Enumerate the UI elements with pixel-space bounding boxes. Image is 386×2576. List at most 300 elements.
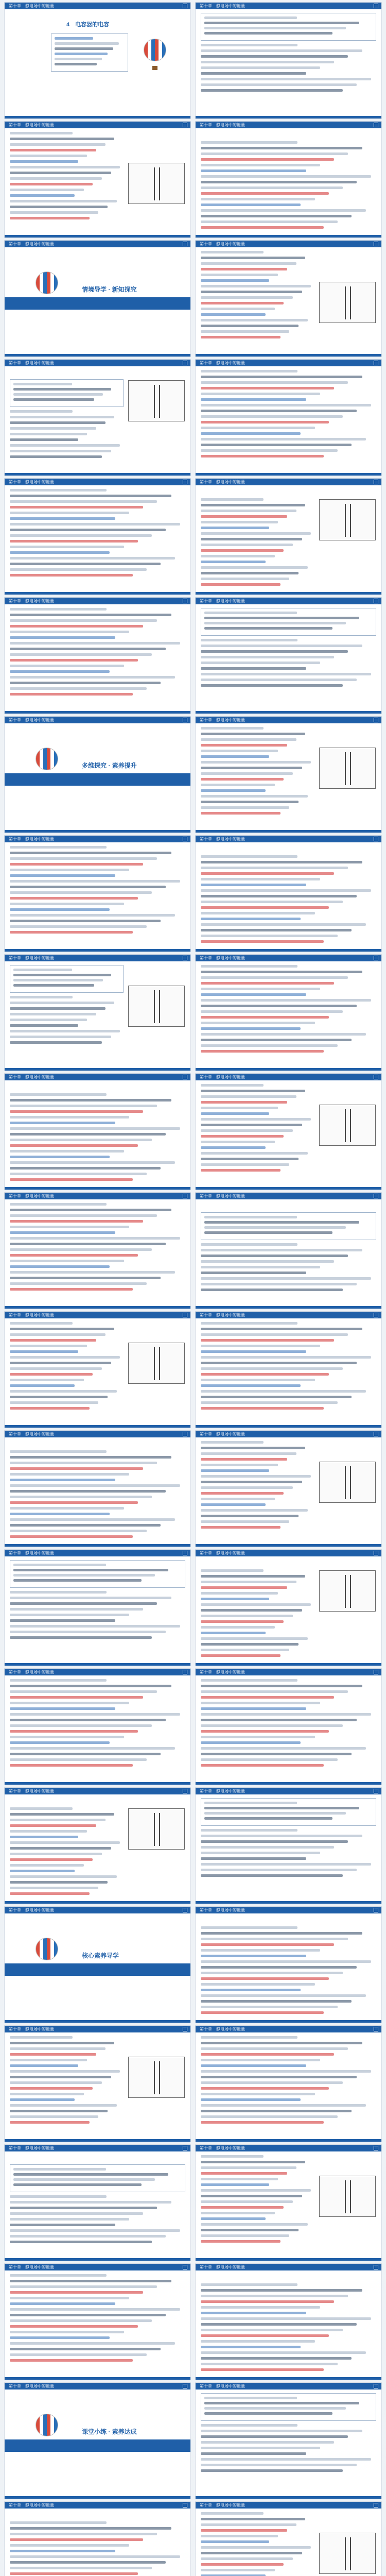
slide-thumbnail[interactable] — [4, 478, 191, 595]
text-line — [201, 1863, 371, 1866]
home-icon[interactable] — [374, 2146, 378, 2150]
slide-body — [10, 2512, 185, 2576]
slide-thumbnail[interactable] — [4, 359, 191, 476]
text-line — [201, 2529, 287, 2532]
text-line — [55, 58, 102, 60]
home-icon[interactable] — [374, 1432, 378, 1436]
slide-thumbnail[interactable] — [195, 716, 382, 833]
slide-thumbnail[interactable] — [195, 2, 382, 119]
slide-body — [10, 965, 124, 1065]
home-icon[interactable] — [183, 2146, 187, 2150]
text-line — [201, 2161, 305, 2163]
text-line — [201, 410, 357, 412]
text-line — [201, 1498, 275, 1500]
capacitor-plate — [350, 2537, 351, 2570]
slide-thumbnail[interactable] — [195, 478, 382, 595]
text-line — [13, 969, 72, 971]
text-line — [201, 1469, 269, 1472]
slide-thumbnail[interactable] — [195, 2382, 382, 2499]
text-line — [10, 1507, 124, 1510]
text-line — [201, 393, 320, 395]
circuit-diagram — [128, 2057, 185, 2098]
home-icon[interactable] — [183, 599, 187, 603]
slide-body — [10, 1322, 124, 1422]
slide-thumbnail[interactable] — [195, 1430, 382, 1547]
chapter-label: 第十章 静电场中的能量 — [9, 2146, 54, 2150]
text-line — [201, 976, 348, 979]
text-line — [10, 2544, 129, 2547]
text-line — [10, 1892, 90, 1895]
circuit-diagram — [128, 380, 185, 421]
text-line — [201, 1458, 287, 1461]
slide-thumbnail[interactable] — [4, 2263, 191, 2380]
text-line — [201, 1955, 306, 1957]
slide-body — [201, 727, 314, 827]
slide-thumbnail[interactable] — [195, 954, 382, 1071]
text-line — [10, 1209, 171, 1211]
home-icon[interactable] — [374, 1313, 378, 1317]
hot-air-balloon-icon — [144, 39, 166, 61]
text-line — [10, 1350, 78, 1353]
text-line — [201, 2212, 275, 2214]
home-icon[interactable] — [183, 242, 187, 246]
text-line — [10, 852, 171, 854]
home-icon[interactable] — [374, 361, 378, 365]
slide-footer — [5, 1425, 190, 1428]
text-line — [10, 1093, 107, 1096]
home-icon[interactable] — [183, 2265, 187, 2269]
home-icon[interactable] — [374, 1075, 378, 1079]
text-line — [10, 1870, 75, 1872]
slide-thumbnail[interactable] — [195, 1668, 382, 1785]
text-line — [10, 676, 175, 679]
text-line — [10, 1110, 143, 1113]
text-line — [201, 1095, 296, 1098]
text-line — [201, 257, 305, 259]
slide-thumbnail[interactable] — [195, 359, 382, 476]
text-line — [10, 172, 111, 174]
text-line — [10, 1696, 143, 1699]
text-line — [201, 427, 315, 429]
text-line — [13, 979, 103, 981]
slide-header — [5, 1669, 190, 1675]
home-icon[interactable] — [183, 837, 187, 841]
text-line — [201, 404, 371, 406]
slide-body — [10, 846, 185, 946]
slide-header — [5, 241, 190, 247]
text-line — [201, 268, 287, 270]
text-line — [201, 296, 293, 299]
slide-thumbnail[interactable] — [4, 2501, 191, 2576]
text-line — [201, 1272, 306, 1274]
slide-header — [196, 2383, 381, 2389]
text-line — [10, 1679, 107, 1682]
text-line — [10, 1231, 115, 1234]
slide-thumbnail[interactable] — [4, 1787, 191, 1904]
text-line — [201, 1707, 306, 1710]
home-icon[interactable] — [374, 2027, 378, 2031]
chapter-label: 第十章 静电场中的能量 — [9, 2265, 54, 2269]
slide-thumbnail[interactable] — [4, 240, 191, 357]
text-line — [201, 192, 329, 195]
chapter-label: 第十章 静电场中的能量 — [9, 956, 54, 960]
text-line — [10, 2070, 120, 2073]
text-line — [201, 784, 275, 786]
text-line — [10, 177, 102, 180]
text-line — [10, 1764, 133, 1767]
text-line — [201, 2110, 352, 2112]
slide-header — [5, 598, 190, 604]
text-line — [10, 1345, 87, 1347]
text-line — [204, 27, 346, 29]
capacitor-plate — [154, 167, 155, 200]
text-line — [13, 1574, 155, 1577]
text-line — [201, 906, 329, 909]
text-line — [201, 2011, 324, 2014]
home-icon[interactable] — [183, 1551, 187, 1555]
text-line — [201, 878, 320, 880]
text-line — [10, 211, 98, 214]
text-line — [55, 37, 93, 40]
slide-thumbnail[interactable] — [195, 240, 382, 357]
slide-footer — [5, 1306, 190, 1309]
text-line — [10, 2297, 129, 2299]
home-icon[interactable] — [374, 718, 378, 722]
text-line — [201, 2093, 315, 2095]
text-line — [10, 1133, 166, 1136]
text-line — [10, 500, 157, 503]
slide-footer — [5, 711, 190, 714]
home-icon[interactable] — [374, 956, 378, 960]
slide-thumbnail[interactable] — [4, 835, 191, 952]
slide-thumbnail[interactable] — [4, 1549, 191, 1666]
home-icon[interactable] — [374, 1670, 378, 1674]
chapter-label: 第十章 静电场中的能量 — [200, 1432, 245, 1436]
text-line — [201, 2098, 301, 2101]
text-line — [201, 2155, 264, 2158]
slide-header — [196, 1074, 381, 1080]
text-line — [10, 869, 129, 871]
text-line — [201, 61, 334, 63]
text-line — [10, 2207, 157, 2209]
text-line — [10, 2274, 107, 2277]
text-line — [10, 1127, 180, 1130]
slide-thumbnail[interactable] — [195, 1787, 382, 1904]
slide-thumbnail[interactable] — [195, 121, 382, 238]
home-icon[interactable] — [374, 2503, 378, 2507]
home-icon[interactable] — [183, 2027, 187, 2031]
home-icon[interactable] — [374, 1789, 378, 1793]
text-line — [201, 1163, 289, 1166]
slide-thumbnail[interactable] — [4, 597, 191, 714]
text-line — [201, 1401, 338, 1404]
text-line — [201, 566, 308, 569]
home-icon[interactable] — [183, 718, 187, 722]
text-line — [201, 1764, 324, 1767]
text-line — [10, 687, 147, 690]
capacitor-plate — [345, 2180, 346, 2213]
text-line — [10, 1887, 98, 1889]
slide-thumbnail[interactable] — [195, 1549, 382, 1666]
slide-header — [196, 2264, 381, 2270]
text-line — [201, 2469, 343, 2472]
slide-footer — [5, 2496, 190, 2499]
text-line — [10, 427, 96, 430]
home-icon[interactable] — [374, 242, 378, 246]
text-line — [201, 1685, 362, 1687]
text-line — [201, 2334, 329, 2337]
text-line — [201, 302, 284, 304]
home-icon[interactable] — [374, 2265, 378, 2269]
slide-thumbnail[interactable] — [4, 1311, 191, 1428]
text-line — [201, 1367, 343, 1370]
home-icon[interactable] — [374, 123, 378, 127]
text-line — [201, 66, 320, 69]
capacitor-plate — [345, 1466, 346, 1499]
home-icon[interactable] — [374, 837, 378, 841]
text-line — [13, 393, 103, 396]
text-line — [10, 149, 96, 151]
text-line — [10, 1150, 124, 1153]
text-line — [10, 2291, 143, 2294]
text-line — [201, 2464, 357, 2466]
text-line — [10, 2218, 129, 2221]
text-line — [201, 2546, 311, 2549]
text-line — [10, 1379, 84, 1381]
slide-body — [10, 2155, 185, 2256]
slide-thumbnail[interactable] — [195, 1906, 382, 2023]
slide-thumbnail[interactable] — [195, 835, 382, 952]
text-line — [201, 544, 293, 546]
text-line — [10, 138, 114, 140]
slide-footer — [5, 2258, 190, 2261]
home-icon[interactable] — [183, 2384, 187, 2388]
text-line — [10, 1144, 138, 1147]
section-banner — [5, 2439, 190, 2452]
text-line — [204, 16, 297, 19]
text-line — [13, 2183, 142, 2186]
text-line — [201, 2206, 284, 2209]
text-line — [10, 619, 157, 622]
text-line — [201, 772, 293, 775]
text-line — [10, 1396, 108, 1398]
text-line — [10, 1030, 120, 1032]
home-icon[interactable] — [183, 480, 187, 484]
slide-thumbnail[interactable] — [4, 121, 191, 238]
text-line — [10, 421, 106, 424]
slide-footer — [5, 1187, 190, 1190]
slide-body — [201, 2155, 314, 2256]
text-line — [204, 2407, 346, 2410]
text-line — [201, 2312, 306, 2314]
text-line — [201, 1107, 278, 1109]
text-line — [10, 1807, 73, 1810]
text-line — [201, 667, 306, 670]
text-line — [10, 925, 147, 928]
text-line — [201, 387, 334, 389]
capacitor-plate — [350, 1575, 351, 1608]
text-line — [10, 1203, 107, 1206]
chapter-label: 第十章 静电场中的能量 — [9, 1313, 54, 1317]
text-line — [201, 2172, 287, 2175]
text-line — [201, 2512, 264, 2515]
text-line — [201, 2183, 269, 2186]
slide-body — [10, 370, 124, 470]
text-line — [201, 2317, 371, 2320]
slide-thumbnail[interactable] — [4, 1906, 191, 2023]
capacitor-plate — [345, 2537, 346, 2570]
slide-body — [201, 1679, 376, 1780]
example-box — [10, 2164, 185, 2192]
text-line — [201, 510, 296, 512]
slide-thumbnail[interactable] — [4, 2025, 191, 2142]
text-line — [13, 984, 94, 987]
home-icon[interactable] — [183, 956, 187, 960]
slide-thumbnail[interactable] — [4, 1668, 191, 1785]
text-line — [10, 1858, 93, 1861]
text-line — [201, 209, 366, 212]
text-line — [201, 1101, 287, 1104]
text-line — [201, 1486, 293, 1489]
text-line — [10, 189, 84, 191]
slide-thumbnail[interactable] — [195, 597, 382, 714]
text-line — [201, 1846, 334, 1849]
text-line — [10, 512, 129, 514]
text-line — [10, 1384, 75, 1387]
text-line — [10, 1041, 102, 1044]
slide-thumbnail[interactable] — [195, 2025, 382, 2142]
slide-thumbnail[interactable] — [195, 2263, 382, 2380]
circuit-diagram — [319, 2533, 376, 2574]
text-line — [10, 1362, 111, 1364]
slide-thumbnail[interactable] — [195, 1073, 382, 1190]
text-line — [201, 444, 352, 446]
text-line — [13, 2168, 106, 2171]
text-line — [201, 901, 343, 903]
text-line — [201, 381, 348, 384]
slide-header — [5, 2383, 190, 2389]
text-line — [201, 673, 371, 675]
chapter-label: 第十章 静电场中的能量 — [9, 1075, 54, 1079]
text-line — [201, 999, 371, 1002]
text-line — [10, 1260, 124, 1262]
text-line — [201, 175, 371, 178]
home-icon[interactable] — [374, 2384, 378, 2388]
text-line — [201, 2357, 352, 2360]
slide-body — [10, 1679, 185, 1780]
home-icon[interactable] — [183, 1432, 187, 1436]
chapter-label: 第十章 静电场中的能量 — [9, 2384, 54, 2388]
home-icon[interactable] — [183, 1908, 187, 1912]
text-line — [201, 2189, 311, 2192]
text-line — [10, 1597, 171, 1599]
home-icon[interactable] — [183, 1313, 187, 1317]
text-line — [10, 1824, 96, 1827]
text-line — [201, 895, 357, 897]
text-line — [201, 727, 264, 730]
chapter-label: 第十章 静电场中的能量 — [9, 242, 54, 246]
slide-header — [5, 1907, 190, 1913]
home-icon[interactable] — [374, 4, 378, 8]
text-line — [201, 889, 371, 892]
home-icon[interactable] — [183, 1789, 187, 1793]
chapter-label: 第十章 静电场中的能量 — [200, 361, 245, 365]
home-icon[interactable] — [183, 2503, 187, 2507]
text-line — [201, 1741, 301, 1744]
home-icon[interactable] — [183, 361, 187, 365]
slide-thumbnail[interactable] — [195, 2501, 382, 2576]
text-line — [10, 2076, 111, 2078]
slide-footer — [196, 1782, 381, 1785]
slide-body — [201, 370, 376, 470]
slide-header — [5, 2026, 190, 2032]
slide-thumbnail[interactable] — [4, 2, 191, 119]
text-line — [201, 336, 280, 338]
home-icon[interactable] — [183, 4, 187, 8]
section-banner — [5, 1963, 190, 1976]
text-line — [201, 1022, 315, 1024]
home-icon[interactable] — [374, 599, 378, 603]
text-line — [10, 1214, 157, 1217]
text-line — [201, 1615, 293, 1617]
text-line — [201, 2563, 284, 2566]
text-line — [10, 2059, 87, 2061]
home-icon[interactable] — [183, 1075, 187, 1079]
text-line — [10, 438, 78, 441]
slide-thumbnail[interactable] — [195, 2144, 382, 2261]
text-line — [201, 1255, 348, 1257]
text-line — [10, 2302, 115, 2305]
text-line — [201, 1373, 329, 1376]
home-icon[interactable] — [374, 480, 378, 484]
chapter-label: 第十章 静电场中的能量 — [200, 4, 245, 8]
slide-thumbnail[interactable] — [4, 954, 191, 1071]
slide-thumbnail[interactable] — [4, 1430, 191, 1547]
slide-body — [10, 1441, 185, 1541]
slide-thumbnail[interactable] — [4, 716, 191, 833]
slide-thumbnail[interactable] — [4, 1073, 191, 1190]
example-box — [201, 608, 376, 636]
text-line — [201, 1118, 311, 1121]
text-line — [201, 2518, 305, 2520]
home-icon[interactable] — [374, 1194, 378, 1198]
slide-thumbnail[interactable] — [195, 1192, 382, 1309]
slide-thumbnail[interactable] — [4, 2382, 191, 2499]
text-line — [10, 2280, 171, 2282]
text-line — [201, 2535, 278, 2537]
text-line — [201, 806, 289, 809]
slide-thumbnail[interactable] — [195, 1311, 382, 1428]
slide-footer — [5, 1544, 190, 1547]
text-line — [10, 1724, 152, 1727]
home-icon[interactable] — [374, 1551, 378, 1555]
text-line — [10, 2348, 161, 2350]
slide-body — [201, 2512, 314, 2576]
text-line — [10, 551, 110, 554]
slide-footer — [5, 1901, 190, 1904]
slide-thumbnail[interactable] — [4, 1192, 191, 1309]
circuit-diagram — [128, 163, 185, 204]
home-icon[interactable] — [374, 1908, 378, 1912]
text-line — [10, 1099, 171, 1101]
slide-thumbnail[interactable] — [4, 2144, 191, 2261]
home-icon[interactable] — [183, 1194, 187, 1198]
text-line — [201, 1283, 357, 1285]
home-icon[interactable] — [183, 1670, 187, 1674]
text-line — [201, 923, 366, 926]
home-icon[interactable] — [183, 123, 187, 127]
text-line — [10, 1450, 107, 1453]
